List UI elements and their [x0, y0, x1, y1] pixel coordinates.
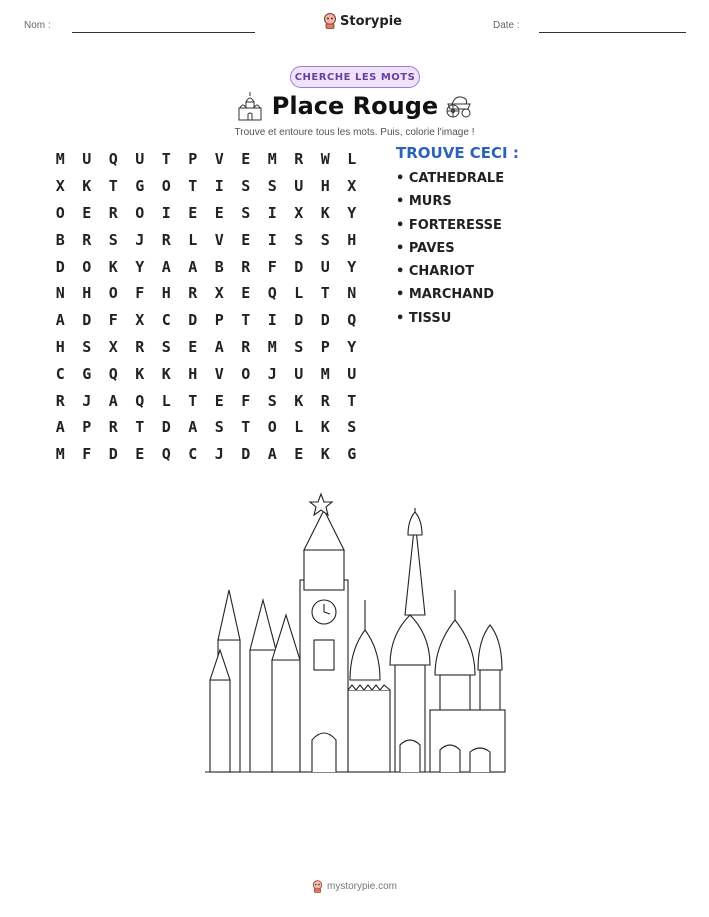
grid-cell[interactable]: I	[161, 203, 171, 222]
grid-cell[interactable]: R	[82, 230, 92, 249]
grid-cell[interactable]: O	[241, 364, 251, 383]
grid-cell[interactable]: K	[161, 364, 171, 383]
instructions-text: Trouve et entoure tous les mots. Puis, colorie l'image !	[234, 127, 475, 138]
grid-cell[interactable]: I	[214, 177, 224, 196]
grid-cell[interactable]: T	[241, 311, 251, 330]
grid-cell[interactable]: L	[294, 284, 304, 303]
grid-cell[interactable]: E	[135, 445, 145, 464]
grid-cell[interactable]: G	[82, 364, 92, 383]
grid-cell[interactable]: B	[55, 230, 65, 249]
word-list-item: • TISSU	[396, 311, 519, 334]
grid-cell[interactable]: I	[267, 311, 277, 330]
grid-cell[interactable]: O	[108, 284, 118, 303]
grid-cell[interactable]: Q	[108, 150, 118, 169]
grid-cell[interactable]: H	[347, 230, 357, 249]
grid-cell[interactable]: A	[55, 311, 65, 330]
grid-cell[interactable]: J	[82, 391, 92, 410]
grid-cell[interactable]: U	[294, 177, 304, 196]
grid-cell[interactable]: X	[347, 177, 357, 196]
grid-cell[interactable]: D	[241, 445, 251, 464]
word-list-item: • FORTERESSE	[396, 218, 519, 241]
storypie-mascot-icon	[323, 13, 337, 29]
grid-cell[interactable]: E	[241, 150, 251, 169]
brand-logo	[323, 13, 402, 29]
grid-cell[interactable]: V	[214, 150, 224, 169]
grid-cell[interactable]: D	[294, 311, 304, 330]
grid-cell[interactable]: F	[108, 311, 118, 330]
word-list-panel	[396, 144, 519, 334]
grid-cell[interactable]: T	[161, 150, 171, 169]
grid-cell[interactable]: E	[214, 203, 224, 222]
grid-cell[interactable]: L	[347, 150, 357, 169]
grid-cell[interactable]: T	[241, 418, 251, 437]
grid-cell[interactable]: R	[241, 337, 251, 356]
grid-cell[interactable]: A	[214, 337, 224, 356]
word-list-title: TROUVE CECI :	[396, 144, 519, 162]
grid-cell[interactable]: O	[161, 177, 171, 196]
grid-cell[interactable]: F	[82, 445, 92, 464]
grid-cell[interactable]: A	[188, 257, 198, 276]
word-list-item: • MARCHAND	[396, 287, 519, 310]
name-line[interactable]	[72, 32, 255, 33]
word-list-item: • MURS	[396, 194, 519, 217]
grid-cell[interactable]: H	[161, 284, 171, 303]
grid-cell[interactable]: K	[135, 364, 145, 383]
grid-cell[interactable]: S	[241, 177, 251, 196]
grid-cell[interactable]: J	[267, 364, 277, 383]
grid-cell[interactable]: O	[267, 418, 277, 437]
grid-cell[interactable]: P	[320, 337, 330, 356]
grid-cell[interactable]: H	[320, 177, 330, 196]
grid-cell[interactable]: S	[267, 177, 277, 196]
grid-cell[interactable]: R	[108, 203, 118, 222]
word-list	[396, 171, 519, 334]
grid-cell[interactable]: S	[82, 337, 92, 356]
grid-cell[interactable]: K	[294, 391, 304, 410]
grid-cell[interactable]: S	[347, 418, 357, 437]
grid-cell[interactable]: O	[135, 203, 145, 222]
grid-cell[interactable]: F	[241, 391, 251, 410]
grid-cell[interactable]: S	[294, 230, 304, 249]
grid-cell[interactable]: D	[188, 311, 198, 330]
grid-cell[interactable]: T	[108, 177, 118, 196]
grid-cell[interactable]: K	[82, 177, 92, 196]
word-search-grid[interactable]	[47, 146, 365, 468]
grid-cell[interactable]: W	[320, 150, 330, 169]
grid-cell[interactable]: K	[320, 445, 330, 464]
word-list-item: • CATHEDRALE	[396, 171, 519, 194]
chariot-icon	[444, 90, 474, 120]
date-line[interactable]	[539, 32, 686, 33]
grid-cell[interactable]: C	[188, 445, 198, 464]
grid-cell[interactable]: F	[135, 284, 145, 303]
grid-cell[interactable]: R	[135, 337, 145, 356]
grid-cell[interactable]: C	[161, 311, 171, 330]
grid-cell[interactable]: E	[214, 391, 224, 410]
grid-cell[interactable]: Q	[267, 284, 277, 303]
grid-cell[interactable]: S	[294, 337, 304, 356]
grid-cell[interactable]: A	[188, 418, 198, 437]
grid-cell[interactable]: R	[294, 150, 304, 169]
grid-cell[interactable]: M	[320, 364, 330, 383]
grid-cell[interactable]: F	[267, 257, 277, 276]
grid-cell[interactable]: I	[267, 230, 277, 249]
grid-cell[interactable]: R	[188, 284, 198, 303]
grid-cell[interactable]: D	[161, 418, 171, 437]
grid-cell[interactable]: R	[55, 391, 65, 410]
grid-cell[interactable]: H	[55, 337, 65, 356]
grid-cell[interactable]: G	[347, 445, 357, 464]
grid-cell[interactable]: T	[347, 391, 357, 410]
grid-cell[interactable]: X	[55, 177, 65, 196]
grid-cell[interactable]: S	[214, 418, 224, 437]
grid-cell[interactable]: S	[108, 230, 118, 249]
grid-cell[interactable]: H	[188, 364, 198, 383]
grid-cell[interactable]: M	[267, 337, 277, 356]
grid-cell[interactable]: E	[188, 203, 198, 222]
grid-cell[interactable]: T	[188, 391, 198, 410]
grid-cell[interactable]: M	[55, 445, 65, 464]
grid-cell[interactable]: M	[267, 150, 277, 169]
grid-cell[interactable]: O	[82, 257, 92, 276]
grid-cell[interactable]: Q	[135, 391, 145, 410]
grid-cell[interactable]: Q	[347, 311, 357, 330]
grid-cell[interactable]: R	[108, 418, 118, 437]
grid-cell[interactable]: Y	[347, 203, 357, 222]
grid-cell[interactable]: X	[108, 337, 118, 356]
grid-cell[interactable]: S	[161, 337, 171, 356]
grid-cell[interactable]: Y	[347, 257, 357, 276]
grid-cell[interactable]: R	[241, 257, 251, 276]
grid-cell[interactable]: K	[320, 203, 330, 222]
grid-cell[interactable]: X	[135, 311, 145, 330]
grid-cell[interactable]: K	[108, 257, 118, 276]
grid-cell[interactable]: C	[55, 364, 65, 383]
grid-cell[interactable]: A	[161, 257, 171, 276]
activity-badge: CHERCHE LES MOTS	[290, 66, 420, 88]
cathedral-icon	[236, 90, 264, 122]
grid-cell[interactable]: L	[161, 391, 171, 410]
storypie-mascot-icon	[312, 880, 323, 893]
grid-cell[interactable]: Q	[108, 364, 118, 383]
footer	[0, 880, 709, 893]
word-list-item: • CHARIOT	[396, 264, 519, 287]
grid-cell[interactable]: P	[214, 311, 224, 330]
grid-cell[interactable]: E	[188, 337, 198, 356]
grid-cell[interactable]: T	[320, 284, 330, 303]
grid-cell[interactable]: Q	[161, 445, 171, 464]
grid-cell[interactable]: U	[347, 364, 357, 383]
grid-cell[interactable]: U	[294, 364, 304, 383]
grid-cell[interactable]: L	[294, 418, 304, 437]
grid-cell[interactable]: Y	[347, 337, 357, 356]
grid-cell[interactable]: X	[294, 203, 304, 222]
grid-cell[interactable]: E	[241, 230, 251, 249]
grid-cell[interactable]: D	[108, 445, 118, 464]
grid-cell[interactable]: I	[267, 203, 277, 222]
grid-cell[interactable]: S	[320, 230, 330, 249]
grid-cell[interactable]: D	[55, 257, 65, 276]
grid-cell[interactable]: R	[161, 230, 171, 249]
grid-cell[interactable]: G	[135, 177, 145, 196]
grid-cell[interactable]: V	[214, 364, 224, 383]
grid-cell[interactable]: B	[214, 257, 224, 276]
grid-cell[interactable]: H	[82, 284, 92, 303]
brand-name: Storypie	[340, 13, 402, 29]
grid-cell[interactable]: U	[320, 257, 330, 276]
grid-cell[interactable]: U	[82, 150, 92, 169]
grid-cell[interactable]: N	[347, 284, 357, 303]
footer-url[interactable]: mystorypie.com	[326, 881, 397, 892]
grid-cell[interactable]: A	[108, 391, 118, 410]
grid-cell[interactable]: Y	[135, 257, 145, 276]
grid-cell[interactable]: R	[320, 391, 330, 410]
grid-cell[interactable]: P	[188, 150, 198, 169]
grid-cell[interactable]: J	[135, 230, 145, 249]
grid-cell[interactable]: D	[294, 257, 304, 276]
name-label: Nom :	[24, 20, 51, 31]
date-label: Date :	[493, 20, 520, 31]
grid-cell[interactable]: D	[320, 311, 330, 330]
grid-cell[interactable]: T	[188, 177, 198, 196]
grid-cell[interactable]: P	[82, 418, 92, 437]
grid-cell[interactable]: J	[214, 445, 224, 464]
grid-cell[interactable]: M	[55, 150, 65, 169]
grid-cell[interactable]: E	[294, 445, 304, 464]
grid-cell[interactable]: X	[214, 284, 224, 303]
grid-cell[interactable]: S	[267, 391, 277, 410]
grid-cell[interactable]: A	[267, 445, 277, 464]
grid-cell[interactable]: A	[55, 418, 65, 437]
grid-cell[interactable]: O	[55, 203, 65, 222]
red-square-kremlin-coloring-illustration[interactable]	[200, 490, 510, 780]
grid-cell[interactable]: T	[135, 418, 145, 437]
grid-cell[interactable]: N	[55, 284, 65, 303]
grid-cell[interactable]: V	[214, 230, 224, 249]
grid-cell[interactable]: K	[320, 418, 330, 437]
page-title: Place Rouge	[271, 92, 439, 120]
grid-cell[interactable]: D	[82, 311, 92, 330]
word-list-item: • PAVES	[396, 241, 519, 264]
grid-cell[interactable]: E	[241, 284, 251, 303]
grid-cell[interactable]: L	[188, 230, 198, 249]
grid-cell[interactable]: U	[135, 150, 145, 169]
grid-cell[interactable]: E	[82, 203, 92, 222]
grid-cell[interactable]: S	[241, 203, 251, 222]
